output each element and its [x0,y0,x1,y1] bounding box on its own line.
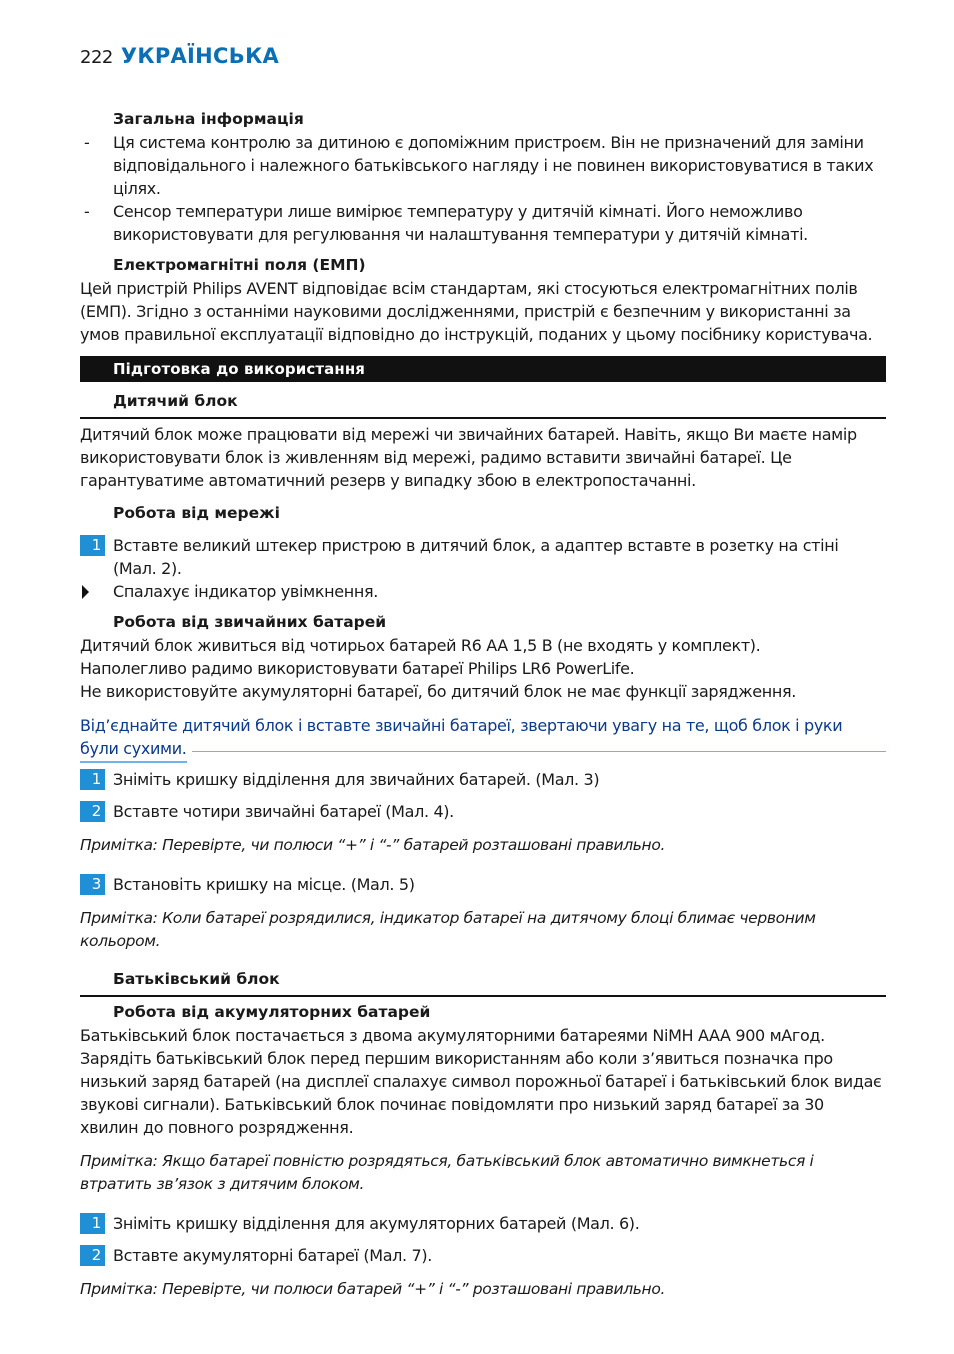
batteries-note-1: Примітка: Перевірте, чи полюси “+” і “-” батарей розташовані правильно. [80,836,666,854]
parent-unit-note-1: Примітка: Якщо батареї повністю розрядяться, батьківський блок автоматично вимкнеться і втратить зв’язок з дитячим блоком. [80,1152,814,1193]
step-text: Зніміть кришку відділення для акумуляторних батарей (Мал. 6). [113,1213,640,1233]
step-number-badge: 2 [80,1245,105,1266]
step-number-badge: 1 [80,769,105,790]
batteries-line-1: Дитячий блок живиться від чотирьох батарей R6 AA 1,5 В (не входять у комплект). [80,636,761,655]
general-bullet-2 [80,200,886,246]
batteries-step-1 [80,768,886,791]
step-number-badge: 1 [80,535,105,556]
general-info-heading: Загальна інформація [113,110,304,128]
batteries-step-3 [80,873,886,896]
step-text: Вставте великий штекер пристрою в дитячий блок, а адаптер вставте в розетку на стіні (Мал. 2). [113,536,839,578]
batteries-line-2: Наполегливо радимо використовувати батареї Philips LR6 PowerLife. [80,659,635,678]
batteries-step-2 [80,800,886,823]
step-number-badge: 1 [80,1213,105,1234]
page-number: 222 [80,47,113,68]
warning-line-2: були сухими. [80,737,187,763]
baby-unit-text: Дитячий блок може працювати від мережі чи звичайних батарей. Навіть, якщо Ви маєте намір використовувати блок із живленням від мережі, радимо вставити звичайні батареї. Це гарантуватиме автоматичний резерв у випадку збою в електропостачанні. [80,425,857,490]
emf-text: Цей пристрій Philips AVENT відповідає всім стандартам, які стосуються електромагнітних полів (ЕМП). Згідно з останніми науковими дослідженнями, пристрій є безпечним у використанні за умов правильної експлуатації відповідно до інструкцій, поданих у цьому посібнику користувача. [80,279,873,344]
batteries-warning [80,714,886,758]
baby-unit-heading: Дитячий блок [80,390,886,419]
bullet-text: Сенсор температури лише вимірює температуру у дитячій кімнаті. Його неможливо використовувати для регулювання чи налаштування температури у дитячій кімнаті. [113,202,808,244]
step-text: Зніміть кришку відділення для звичайних батарей. (Мал. 3) [113,770,600,789]
batteries-note-2: Примітка: Коли батареї розрядилися, індикатор батареї на дитячому блоці блимає червоним кольором. [80,908,816,950]
parent-unit-note-2: Примітка: Перевірте, чи полюси батарей “+” і “-” розташовані правильно. [80,1279,666,1298]
page-content [80,108,886,1316]
emf-heading: Електромагнітні поля (ЕМП) [113,256,366,274]
step-number-badge: 2 [80,801,105,822]
step-number-badge: 3 [80,874,105,895]
result-arrow-icon [82,585,89,599]
step-text: Встановіть кришку на місце. (Мал. 5) [113,874,415,894]
rechargeable-heading: Робота від акумуляторних батарей [113,1003,431,1021]
section-bar-preparation: Підготовка до використання [80,356,886,382]
language-title: УКРАЇНСЬКА [120,44,280,68]
warning-line-1: Від’єднайте дитячий блок і вставте звичайні батареї, звертаючи увагу на те, щоб блок і руки [80,716,843,735]
parent-step-1 [80,1212,886,1235]
step-text: Вставте чотири звичайні батареї (Мал. 4). [113,802,454,821]
parent-unit-heading: Батьківський блок [80,968,886,997]
batteries-heading: Робота від звичайних батарей [113,613,387,631]
step-text: Вставте акумуляторні батареї (Мал. 7). [113,1245,432,1265]
bullet-text: Ця система контролю за дитиною є допоміжним пристроєм. Він не призначений для заміни відповідального і належного батьківського нагляду і не повинен використовуватися в таких цілях. [113,133,874,198]
parent-step-2 [80,1244,886,1267]
batteries-line-3: Не використовуйте акумуляторні батареї, бо дитячий блок не має функції зарядження. [80,682,796,701]
parent-unit-text: Батьківський блок постачається з двома акумуляторними батареями NiMH AAA 900 мАгод. Зарядіть батьківський блок перед першим використанням або коли з’явиться позначка про низький заряд батарей (на дисплеї спалахує символ порожньої батареї і батьківський блок видає звукові сигнали). Батьківський блок починає повідомляти про низький заряд батареї за 30 хвилин до повного розрядження. [80,1026,882,1137]
general-bullet-1 [80,131,886,200]
mains-step-1 [80,534,886,580]
warning-underline [192,751,886,752]
mains-result [80,580,886,603]
result-text: Спалахує індикатор увімкнення. [113,582,378,601]
page-header [80,44,279,74]
mains-heading: Робота від мережі [113,504,280,522]
bullet-dash: - [84,202,90,221]
bullet-dash: - [84,133,90,152]
